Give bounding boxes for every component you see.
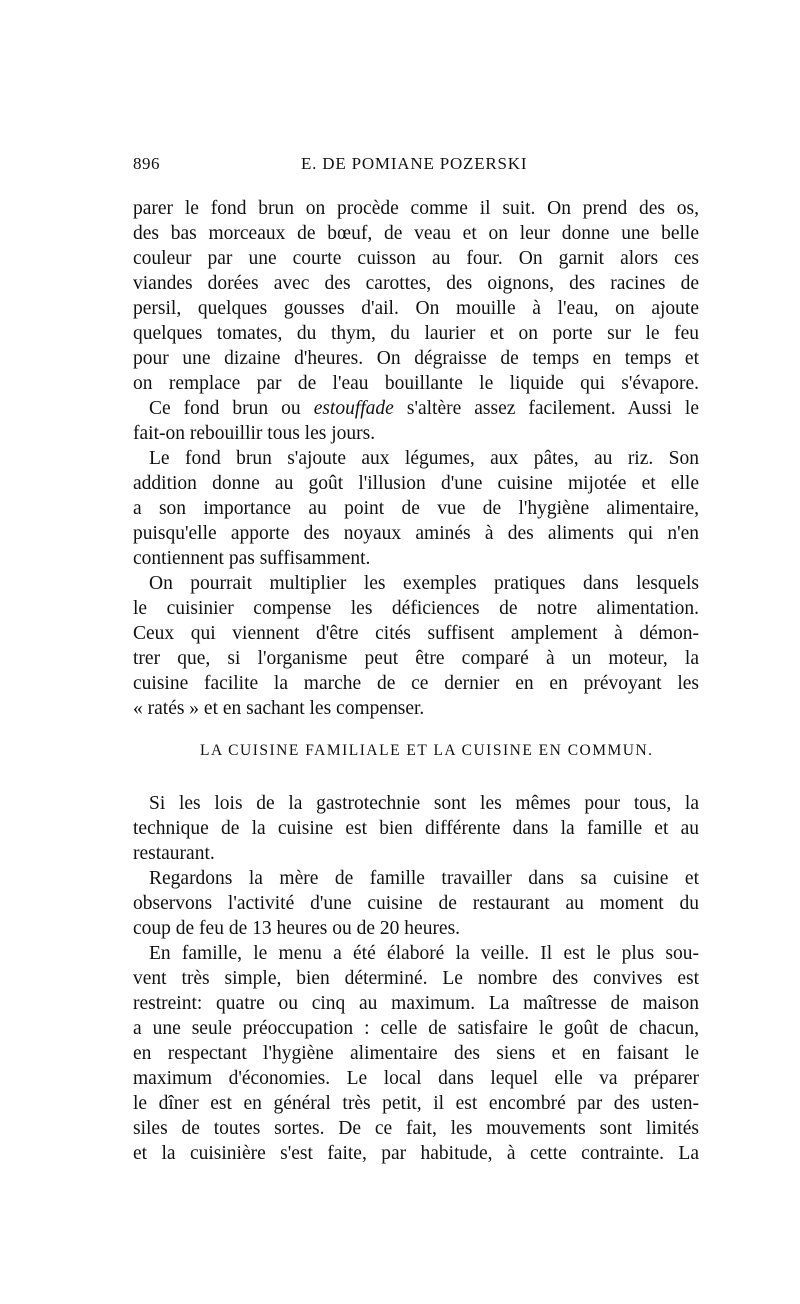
- text-line: a son importance au point de vue de l'hygiène alimentaire,: [133, 498, 699, 519]
- text-line: technique de la cuisine est bien différente dans la famille et au: [133, 818, 699, 839]
- text-line: restreint: quatre ou cinq au maximum. La maîtresse de maison: [133, 993, 699, 1014]
- text-line: coup de feu de 13 heures ou de 20 heures.: [133, 918, 461, 939]
- text-line: on remplace par de l'eau bouillante le liquide qui s'évapore.: [133, 373, 699, 394]
- text-run: Ce fond brun ou: [149, 398, 314, 419]
- text-line: siles de toutes sortes. De ce fait, les mouvements sont limités: [133, 1118, 699, 1139]
- running-head: [133, 154, 699, 178]
- text-line: Si les lois de la gastrotechnie sont les mêmes pour tous, la: [149, 793, 699, 814]
- text-line: en respectant l'hygiène alimentaire des siens et en faisant le: [133, 1043, 699, 1064]
- text-line: contiennent pas suffisamment.: [133, 548, 371, 569]
- text-line: maximum d'économies. Le local dans lequel elle va préparer: [133, 1068, 699, 1089]
- text-line: vent très simple, bien déterminé. Le nombre des convives est: [133, 968, 699, 989]
- text-line: « ratés » et en sachant les compenser.: [133, 698, 425, 719]
- running-head-author: E. DE POMIANE POZERSKI: [301, 154, 528, 173]
- text-line: pour une dizaine d'heures. On dégraisse de temps en temps et: [133, 348, 699, 369]
- page-number: 896: [133, 154, 160, 173]
- text-run: s'altère assez facilement. Aussi le: [393, 398, 700, 419]
- text-line: Ceux qui viennent d'être cités suffisent amplement à démon-: [133, 623, 699, 644]
- text-line: persil, quelques gousses d'ail. On mouille à l'eau, on ajoute: [133, 298, 699, 319]
- text-line: le cuisinier compense les déficiences de notre alimentation.: [133, 598, 699, 619]
- text-line: restaurant.: [133, 843, 215, 864]
- text-line: cuisine facilite la marche de ce dernier en en prévoyant les: [133, 673, 699, 694]
- text-line: viandes dorées avec des carottes, des oignons, des racines de: [133, 273, 699, 294]
- text-line: Regardons la mère de famille travailler dans sa cuisine et: [149, 868, 699, 889]
- text-line: a une seule préoccupation : celle de satisfaire le goût de chacun,: [133, 1018, 699, 1039]
- text-line: le dîner est en général très petit, il est encombré par des usten-: [133, 1093, 699, 1114]
- text-line: En famille, le menu a été élaboré la veille. Il est le plus sou-: [149, 943, 699, 964]
- text-line: puisqu'elle apporte des noyaux aminés à des aliments qui n'en: [133, 523, 699, 544]
- text-line: parer le fond brun on procède comme il suit. On prend des os,: [133, 198, 699, 219]
- text-line: Le fond brun s'ajoute aux légumes, aux pâtes, au riz. Son: [149, 448, 699, 469]
- text-line: trer que, si l'organisme peut être comparé à un moteur, la: [133, 648, 699, 669]
- text-line: quelques tomates, du thym, du laurier et on porte sur le feu: [133, 323, 699, 344]
- text-line: On pourrait multiplier les exemples pratiques dans lesquels: [149, 573, 699, 594]
- italic-term: estouffade: [313, 398, 394, 419]
- text-line: couleur par une courte cuisson au four. On garnit alors ces: [133, 248, 699, 269]
- text-line: et la cuisinière s'est faite, par habitude, à cette contrainte. La: [133, 1143, 699, 1164]
- text-line: fait-on rebouillir tous les jours.: [133, 423, 376, 444]
- section-heading: LA CUISINE FAMILIALE ET LA CUISINE EN COMMUN.: [200, 742, 654, 759]
- text-line-with-italic: [149, 397, 699, 421]
- text-line: des bas morceaux de bœuf, de veau et on leur donne une belle: [133, 223, 699, 244]
- text-line: observons l'activité d'une cuisine de restaurant au moment du: [133, 893, 699, 914]
- text-line: addition donne au goût l'illusion d'une cuisine mijotée et elle: [133, 473, 699, 494]
